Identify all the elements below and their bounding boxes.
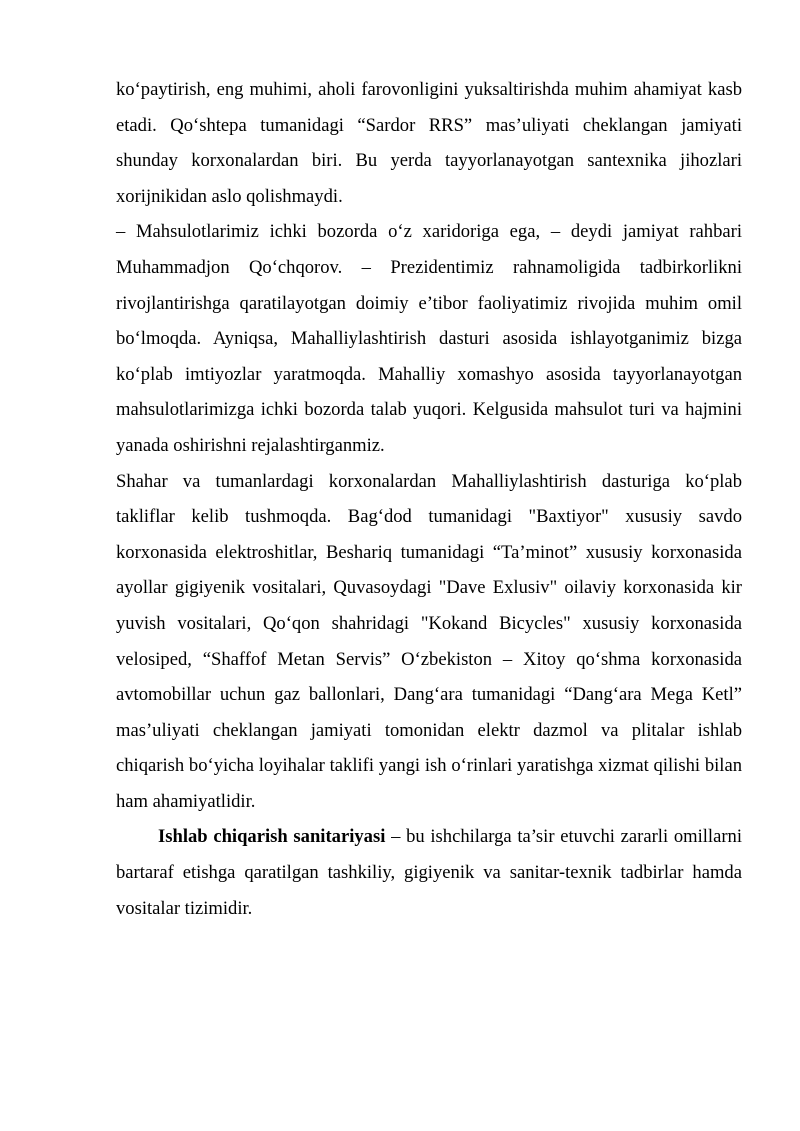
document-page <box>116 72 742 926</box>
paragraph-2: – Mahsulotlarimiz ichki bozorda o‘z xaridoriga ega, – deydi jamiyat rahbari Muhammadjon Qo‘chqorov. – Prezidentimiz rahnamoligida tadbirkorlikni rivojlantirishga qaratilayotgan doimiy e’tibor faoliyatimiz rivojida muhim omil bo‘lmoqda. Ayniqsa, Mahalliylashtirish dasturi asosida ishlayotganimiz bizga ko‘plab imtiyozlar yaratmoqda. Mahalliy xomashyo asosida tayyorlanayotgan mahsulotlarimizga ichki bozorda talab yuqori. Kelgusida mahsulot turi va hajmini yanada oshirishni rejalashtirganmiz. <box>116 221 742 456</box>
definition-text: – bu ishchilarga ta’sir etuvchi zararli omillarni bartaraf etishga qaratilgan tashkiliy, gigiyenik va sanitar-texnik tadbirlar hamda vositalar tizimidir. <box>116 826 743 919</box>
term-sanitation: Ishlab chiqarish sanitariyasi <box>158 826 386 848</box>
paragraph-4 <box>116 819 742 926</box>
paragraph-1: ko‘paytirish, eng muhimi, aholi farovonligini yuksaltirishda muhim ahamiyat kasb etadi. Qo‘shtepa tumanidagi “Sardor RRS” mas’uliyati cheklangan jamiyati shunday korxonalardan biri. Bu yerda tayyorlanayotgan santexnika jihozlari xorijnikidan aslo qolishmaydi. <box>116 79 742 207</box>
paragraph-3: Shahar va tumanlardagi korxonalardan Mahalliylashtirish dasturiga ko‘plab takliflar kelib tushmoqda. Bag‘dod tumanidagi "Baxtiyor" xususiy savdo korxonasida elektroshitlar, Beshariq tumanidagi “Ta’minot” xususiy korxonasida ayollar gigiyenik vositalari, Quvasoydagi "Dave Exlusiv" oilaviy korxonasida kir yuvish vositalari, Qo‘qon shahridagi "Kokand Bicycles" xususiy korxonasida velosiped, “Shaffof Metan Servis” O‘zbekiston – Xitoy qo‘shma korxonasida avtomobillar uchun gaz ballonlari, Dang‘ara tumanidagi “Dang‘ara Mega Ketl” mas’uliyati cheklangan jamiyati tomonidan elektr dazmol va plitalar ishlab chiqarish bo‘yicha loyihalar taklifi yangi ish o‘rinlari yaratishga xizmat qilishi bilan ham ahamiyatlidir. <box>116 470 742 812</box>
